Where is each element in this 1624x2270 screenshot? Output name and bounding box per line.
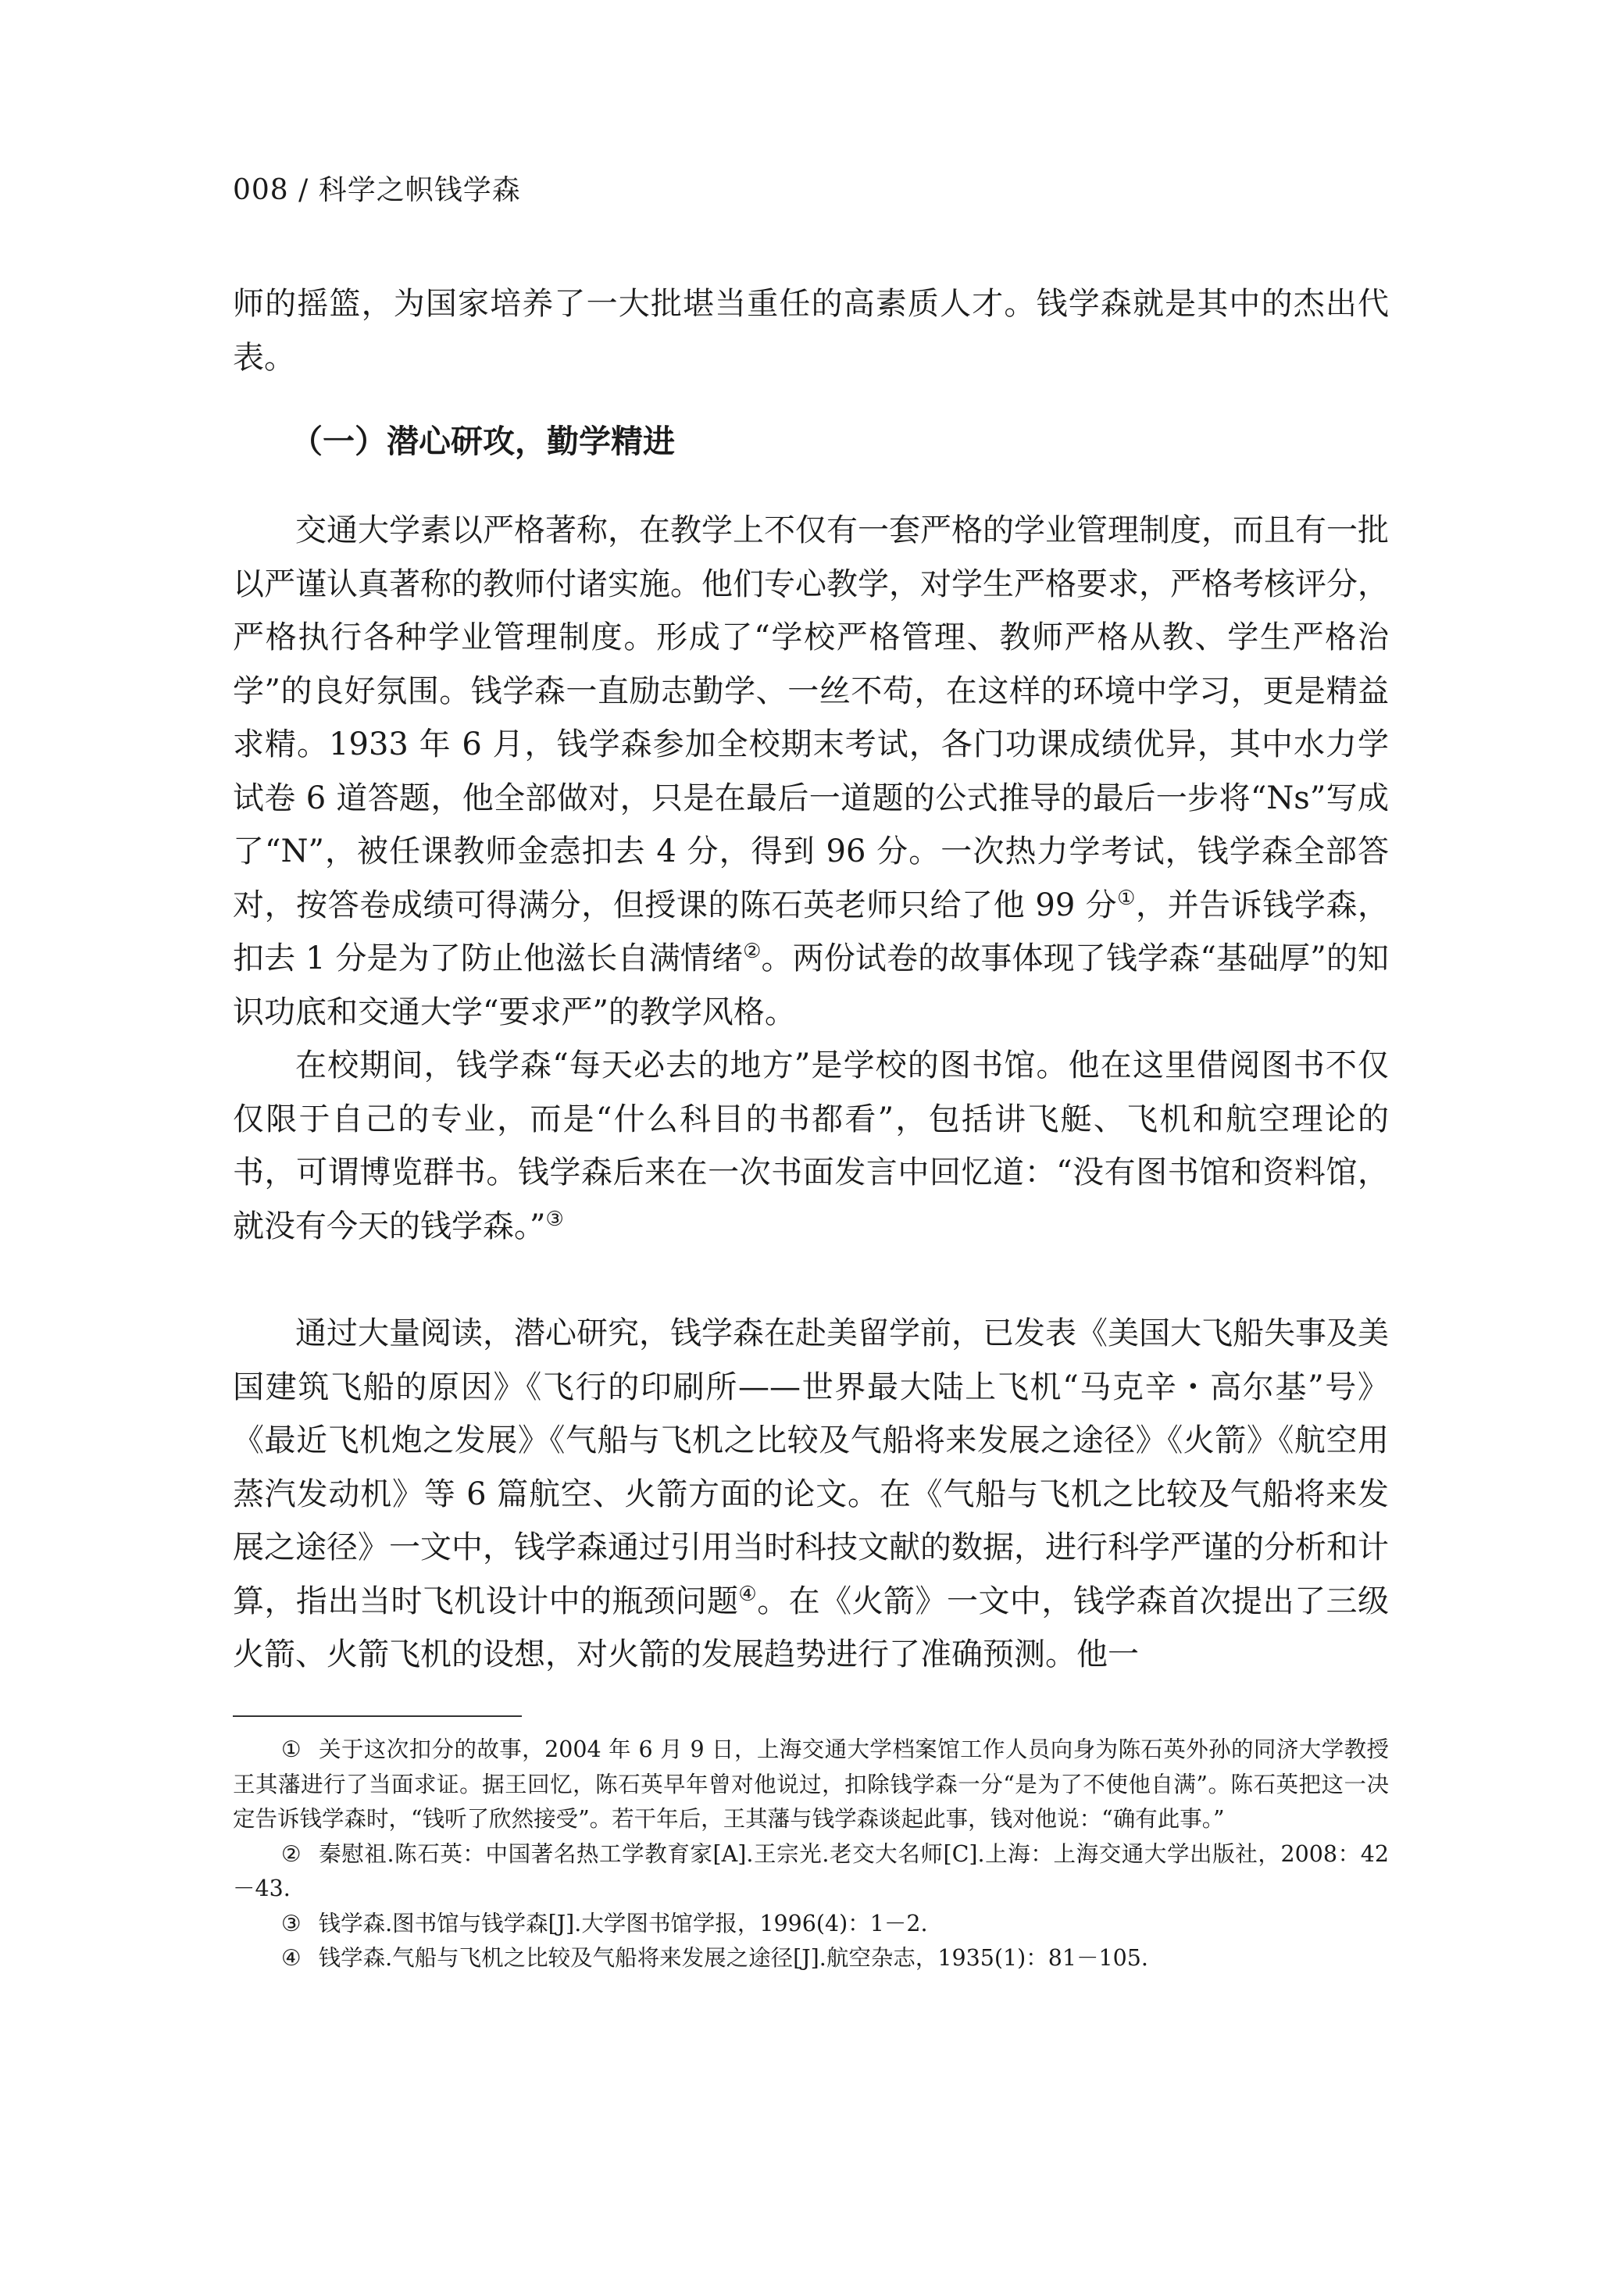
- paragraph-text: ，并告诉钱学森，扣去 1 分是为了防止他滋长自满情绪: [233, 887, 1390, 976]
- footnote-ref-4[interactable]: ④: [738, 1582, 758, 1606]
- footnote-mark: ②: [281, 1840, 302, 1867]
- footnote-4: [233, 1941, 1389, 1976]
- footnote-ref-1[interactable]: ①: [1117, 886, 1137, 910]
- footnote-3: [233, 1907, 1389, 1942]
- footnote-mark: ①: [281, 1736, 302, 1762]
- paragraph-text: 通过大量阅读，潜心研究，钱学森在赴美留学前，已发表《美国大飞船失事及美国建筑飞船的原因》《飞行的印刷所——世界最大陆上飞机“马克辛・高尔基”号》《最近飞机炮之发展》《气船与飞机之比较及气船将来发展之途径》《火箭》《航空用蒸汽发动机》等 6 篇航空、火箭方面的论文。在《气船与飞机之比较及气船将来发展之途径》一文中，钱学森通过引用当时科技文献的数据，进行科学严谨的分析和计算，指出当时飞机设计中的瓶颈问题: [233, 1315, 1389, 1619]
- paragraph-strict-study: [233, 504, 1389, 1039]
- footnote-divider: [233, 1715, 522, 1717]
- paragraph-early-papers: [233, 1307, 1389, 1682]
- footnote-text: 钱学森.图书馆与钱学森[J].大学图书馆学报，1996(4)：1－2.: [318, 1910, 928, 1936]
- continuation-paragraph: 师的摇篮，为国家培养了一大批堪当重任的高素质人才。钱学森就是其中的杰出代表。: [233, 286, 1389, 376]
- footnote-mark: ③: [281, 1910, 302, 1936]
- footnote-text: 关于这次扣分的故事，2004 年 6 月 9 日，上海交通大学档案馆工作人员向身为陈石英外孙的同济大学教授王其藩进行了当面求证。据王回忆，陈石英早年曾对他说过，扣除钱学森一分“是为了不使他自满”。陈石英把这一决定告诉钱学森时，“钱听了欣然接受”。若干年后，王其藩与钱学森谈起此事，钱对他说：“确有此事。”: [233, 1736, 1389, 1832]
- footnote-ref-3[interactable]: ③: [545, 1207, 564, 1231]
- footnote-text: 秦慰祖.陈石英：中国著名热工学教育家[A].王宗光.老交大名师[C].上海：上海交通大学出版社，2008：42－43.: [233, 1840, 1389, 1901]
- footnote-mark: ④: [281, 1945, 302, 1971]
- running-head: 008 / 科学之帜钱学森: [233, 174, 521, 206]
- footnote-1: [233, 1733, 1389, 1837]
- paragraph-library: [233, 1039, 1389, 1253]
- paragraph-text: 。在《火箭》一文中，钱学森首次提出了三级火箭、火箭飞机的设想，对火箭的发展趋势进行了准确预测。他一: [233, 1583, 1390, 1672]
- section-heading: （一）潜心研攻，勤学精进: [291, 423, 675, 460]
- footnote-2: [233, 1837, 1389, 1907]
- footnote-text: 钱学森.气船与飞机之比较及气船将来发展之途径[J].航空杂志，1935(1)：81－105.: [318, 1945, 1148, 1971]
- footnotes: [233, 1733, 1389, 1976]
- paragraph-text: 。两份试卷的故事体现了钱学森“基础厚”的知识功底和交通大学“要求严”的教学风格。: [233, 940, 1389, 1030]
- paragraph-text: 在校期间，钱学森“每天必去的地方”是学校的图书馆。他在这里借阅图书不仅仅限于自己的专业，而是“什么科目的书都看”，包括讲飞艇、飞机和航空理论的书，可谓博览群书。钱学森后来在一次书面发言中回忆道：“没有图书馆和资料馆，就没有今天的钱学森。”: [233, 1048, 1389, 1244]
- paragraph-text: 交通大学素以严格著称，在教学上不仅有一套严格的学业管理制度，而且有一批以严谨认真著称的教师付诸实施。他们专心教学，对学生严格要求，严格考核评分，严格执行各种学业管理制度。形成了“学校严格管理、教师严格从教、学生严格治学”的良好氛围。钱学森一直励志勤学、一丝不苟，在这样的环境中学习，更是精益求精。1933 年 6 月，钱学森参加全校期末考试，各门功课成绩优异，其中水力学试卷 6 道答题，他全部做对，只是在最后一道题的公式推导的最后一步将“Ns”写成了“N”，被任课教师金悫扣去 4 分，得到 96 分。一次热力学考试，钱学森全部答对，按答卷成绩可得满分，但授课的陈石英老师只给了他 99 分: [233, 512, 1389, 923]
- footnote-ref-2[interactable]: ②: [743, 940, 762, 963]
